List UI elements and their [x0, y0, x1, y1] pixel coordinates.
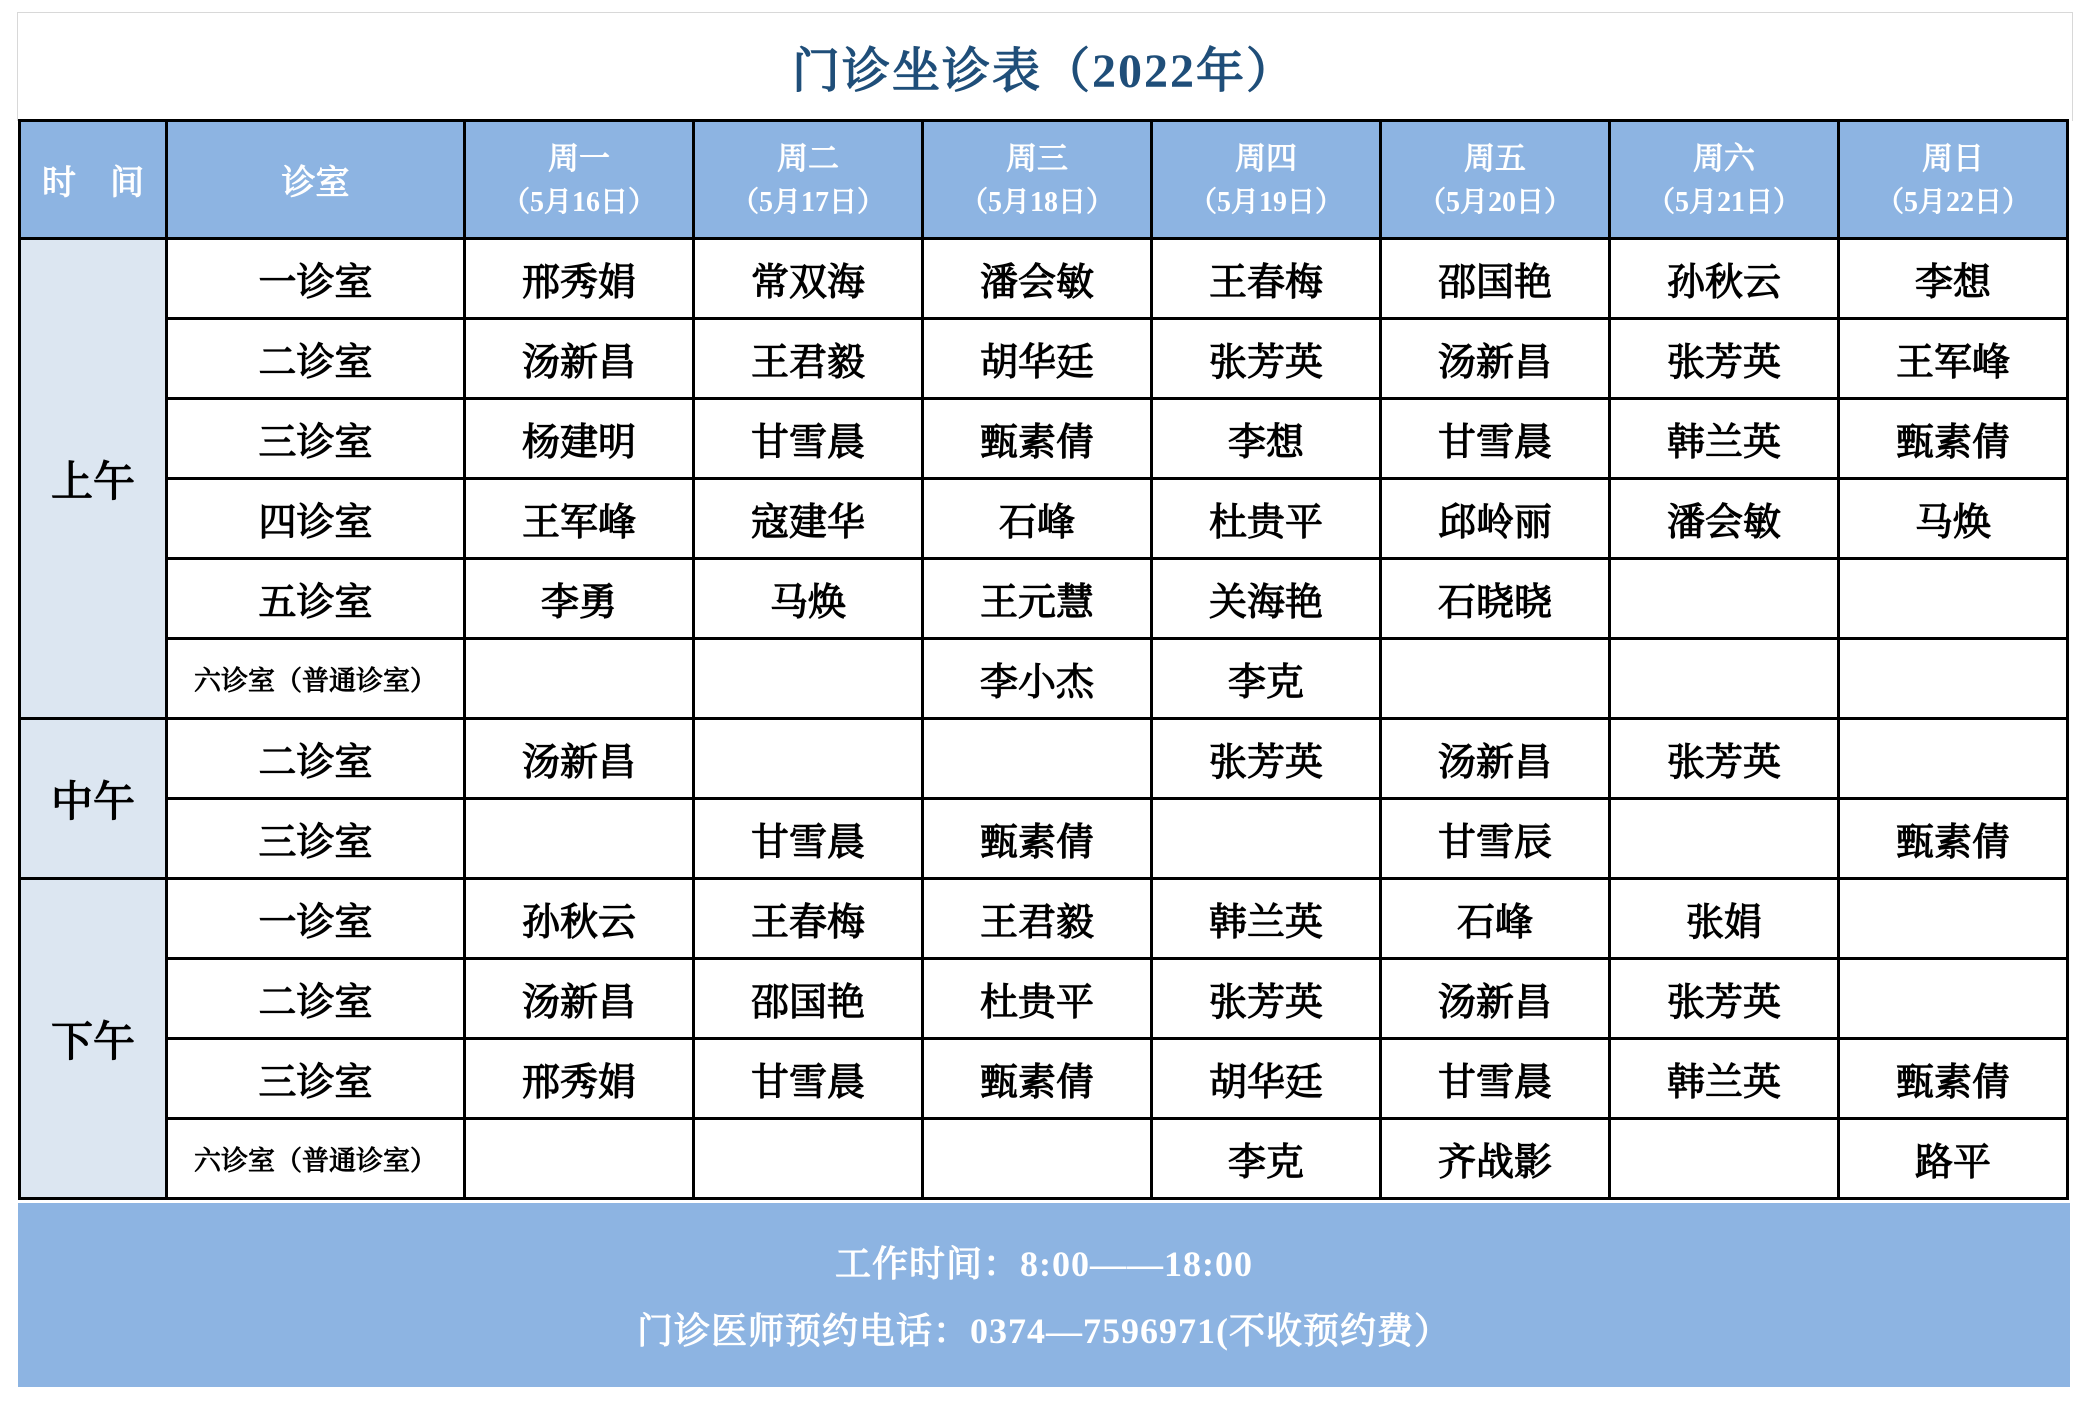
schedule-cell — [1839, 719, 2068, 799]
schedule-cell: 甄素倩 — [1839, 799, 2068, 879]
day-date: （5月20日） — [1417, 187, 1572, 219]
schedule-cell: 张芳英 — [1152, 959, 1381, 1039]
schedule-cell: 常双海 — [694, 239, 923, 319]
room-cell: 六诊室（普通诊室） — [167, 639, 465, 719]
schedule-cell: 甄素倩 — [923, 799, 1152, 879]
table-row — [20, 479, 2068, 559]
schedule-cell: 路平 — [1839, 1119, 2068, 1199]
table-row — [20, 399, 2068, 479]
room-cell: 四诊室 — [167, 479, 465, 559]
schedule-cell: 汤新昌 — [1381, 319, 1610, 399]
schedule-cell: 李想 — [1839, 239, 2068, 319]
schedule-cell: 汤新昌 — [1381, 719, 1610, 799]
schedule-cell: 韩兰英 — [1610, 1039, 1839, 1119]
header-day-wednesday — [923, 121, 1152, 239]
schedule-cell: 邱岭丽 — [1381, 479, 1610, 559]
footer-banner — [18, 1203, 2070, 1387]
schedule-cell: 石晓晓 — [1381, 559, 1610, 639]
schedule-cell: 潘会敏 — [1610, 479, 1839, 559]
room-cell: 五诊室 — [167, 559, 465, 639]
schedule-cell: 马焕 — [694, 559, 923, 639]
schedule-cell: 王军峰 — [465, 479, 694, 559]
day-label: 周五 — [1464, 141, 1526, 177]
schedule-cell — [1610, 559, 1839, 639]
schedule-cell — [1610, 799, 1839, 879]
schedule-cell: 甄素倩 — [1839, 1039, 2068, 1119]
schedule-cell — [1610, 639, 1839, 719]
schedule-cell: 邵国艳 — [694, 959, 923, 1039]
header-row — [20, 121, 2068, 239]
schedule-cell: 韩兰英 — [1152, 879, 1381, 959]
schedule-cell: 张芳英 — [1610, 319, 1839, 399]
day-label: 周日 — [1922, 141, 1984, 177]
schedule-cell: 潘会敏 — [923, 239, 1152, 319]
table-row — [20, 1119, 2068, 1199]
schedule-cell — [465, 639, 694, 719]
schedule-cell: 杜贵平 — [1152, 479, 1381, 559]
day-label: 周一 — [548, 141, 610, 177]
schedule-cell: 甘雪晨 — [694, 799, 923, 879]
schedule-cell: 汤新昌 — [465, 959, 694, 1039]
schedule-cell — [694, 1119, 923, 1199]
schedule-cell: 王军峰 — [1839, 319, 2068, 399]
day-label: 周四 — [1235, 141, 1297, 177]
schedule-cell: 邢秀娟 — [465, 239, 694, 319]
schedule-cell: 甘雪晨 — [694, 1039, 923, 1119]
schedule-cell: 张芳英 — [1610, 719, 1839, 799]
table-row — [20, 719, 2068, 799]
schedule-cell: 张芳英 — [1152, 719, 1381, 799]
header-day-thursday — [1152, 121, 1381, 239]
room-cell: 二诊室 — [167, 319, 465, 399]
section-label-noon: 中午 — [20, 719, 167, 879]
day-date: （5月19日） — [1188, 187, 1343, 219]
schedule-cell: 王君毅 — [923, 879, 1152, 959]
schedule-cell: 李勇 — [465, 559, 694, 639]
schedule-cell — [1610, 1119, 1839, 1199]
schedule-cell: 甘雪晨 — [1381, 399, 1610, 479]
room-cell: 三诊室 — [167, 1039, 465, 1119]
section-label-morning: 上午 — [20, 239, 167, 719]
schedule-cell: 关海艳 — [1152, 559, 1381, 639]
room-cell: 一诊室 — [167, 239, 465, 319]
room-cell: 三诊室 — [167, 399, 465, 479]
day-date: （5月16日） — [501, 187, 656, 219]
schedule-cell — [465, 1119, 694, 1199]
schedule-cell: 杜贵平 — [923, 959, 1152, 1039]
schedule-cell: 杨建明 — [465, 399, 694, 479]
schedule-cell: 甄素倩 — [923, 399, 1152, 479]
table-row — [20, 319, 2068, 399]
schedule-cell: 韩兰英 — [1610, 399, 1839, 479]
schedule-cell: 王君毅 — [694, 319, 923, 399]
schedule-table — [18, 119, 2069, 1200]
room-cell: 二诊室 — [167, 719, 465, 799]
schedule-cell: 李克 — [1152, 1119, 1381, 1199]
table-row — [20, 959, 2068, 1039]
schedule-cell: 甘雪晨 — [694, 399, 923, 479]
schedule-cell — [923, 719, 1152, 799]
header-day-monday — [465, 121, 694, 239]
schedule-cell — [1839, 639, 2068, 719]
schedule-cell: 张芳英 — [1610, 959, 1839, 1039]
schedule-cell: 汤新昌 — [1381, 959, 1610, 1039]
schedule-cell — [1152, 799, 1381, 879]
schedule-cell: 孙秋云 — [465, 879, 694, 959]
schedule-cell: 李想 — [1152, 399, 1381, 479]
header-day-friday — [1381, 121, 1610, 239]
schedule-cell — [1839, 959, 2068, 1039]
schedule-cell: 甄素倩 — [1839, 399, 2068, 479]
schedule-cell: 马焕 — [1839, 479, 2068, 559]
table-row — [20, 799, 2068, 879]
room-cell: 六诊室（普通诊室） — [167, 1119, 465, 1199]
schedule-cell: 王春梅 — [1152, 239, 1381, 319]
schedule-cell — [1839, 559, 2068, 639]
day-label: 周三 — [1006, 141, 1068, 177]
day-date: （5月21日） — [1646, 187, 1801, 219]
table-row — [20, 239, 2068, 319]
schedule-cell: 胡华廷 — [923, 319, 1152, 399]
schedule-cell: 甘雪辰 — [1381, 799, 1610, 879]
schedule-cell: 王春梅 — [694, 879, 923, 959]
header-day-sunday — [1839, 121, 2068, 239]
schedule-cell: 齐战影 — [1381, 1119, 1610, 1199]
day-date: （5月22日） — [1875, 187, 2030, 219]
table-row — [20, 639, 2068, 719]
header-room: 诊室 — [167, 121, 465, 239]
schedule-cell — [465, 799, 694, 879]
room-cell: 二诊室 — [167, 959, 465, 1039]
schedule-cell: 石峰 — [923, 479, 1152, 559]
schedule-cell: 李小杰 — [923, 639, 1152, 719]
day-date: （5月17日） — [730, 187, 885, 219]
header-day-tuesday — [694, 121, 923, 239]
table-row — [20, 559, 2068, 639]
schedule-cell — [1381, 639, 1610, 719]
schedule-cell: 邢秀娟 — [465, 1039, 694, 1119]
header-day-saturday — [1610, 121, 1839, 239]
schedule-cell: 胡华廷 — [1152, 1039, 1381, 1119]
phone-text: 门诊医师预约电话：0374—7596971(不收预约费） — [637, 1311, 1451, 1351]
page-title: 门诊坐诊表（2022年） — [791, 44, 1296, 98]
room-cell: 三诊室 — [167, 799, 465, 879]
schedule-cell: 寇建华 — [694, 479, 923, 559]
table-row — [20, 879, 2068, 959]
schedule-cell: 张娟 — [1610, 879, 1839, 959]
header-time: 时 间 — [20, 121, 167, 239]
schedule-cell: 张芳英 — [1152, 319, 1381, 399]
schedule-cell — [694, 719, 923, 799]
schedule-cell: 孙秋云 — [1610, 239, 1839, 319]
schedule-cell: 石峰 — [1381, 879, 1610, 959]
schedule-cell: 甄素倩 — [923, 1039, 1152, 1119]
section-label-afternoon: 下午 — [20, 879, 167, 1199]
day-label: 周六 — [1693, 141, 1755, 177]
day-date: （5月18日） — [959, 187, 1114, 219]
schedule-cell — [1839, 879, 2068, 959]
day-label: 周二 — [777, 141, 839, 177]
room-cell: 一诊室 — [167, 879, 465, 959]
work-hours-text: 工作时间：8:00——18:00 — [835, 1244, 1253, 1284]
schedule-cell: 邵国艳 — [1381, 239, 1610, 319]
schedule-cell — [694, 639, 923, 719]
schedule-cell: 王元慧 — [923, 559, 1152, 639]
schedule-cell: 李克 — [1152, 639, 1381, 719]
schedule-cell — [923, 1119, 1152, 1199]
table-row — [20, 1039, 2068, 1119]
schedule-cell: 汤新昌 — [465, 719, 694, 799]
schedule-cell: 汤新昌 — [465, 319, 694, 399]
schedule-cell: 甘雪晨 — [1381, 1039, 1610, 1119]
